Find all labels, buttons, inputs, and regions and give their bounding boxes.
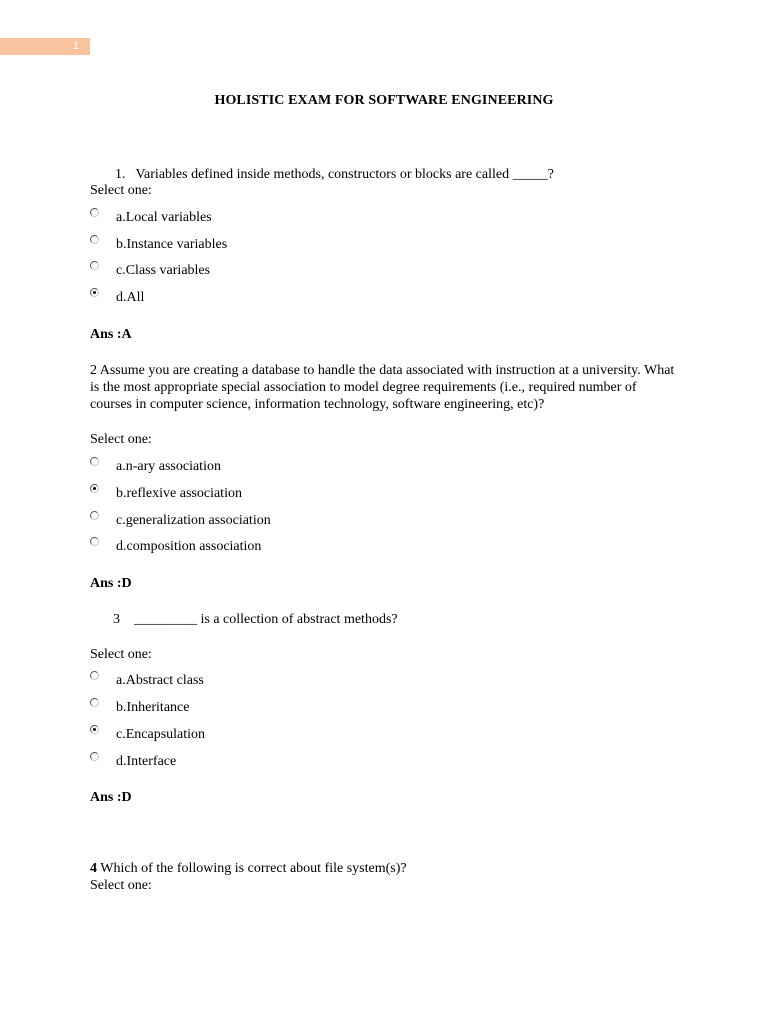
radio-button[interactable]	[90, 261, 99, 270]
select-one-label: Select one:	[90, 183, 152, 198]
radio-button-selected[interactable]	[90, 725, 99, 734]
select-one-label: Select one:	[90, 878, 152, 893]
answer-2: Ans :D	[90, 576, 132, 591]
radio-button[interactable]	[90, 457, 99, 466]
question-text: Which of the following is correct about file system(s)?	[100, 861, 407, 876]
page-number-badge: 1	[0, 38, 90, 55]
radio-button-selected[interactable]	[90, 288, 99, 297]
radio-button-selected[interactable]	[90, 484, 99, 493]
option-label: d.Interface	[116, 754, 177, 769]
option-label: b.reflexive association	[116, 486, 242, 501]
question-text: Assume you are creating a database to handle the data associated with instruction at a university. What is the most appropriate special association to model degree requirements (i.e., required number of courses in computer science, information technology, software engineering, etc)?	[90, 363, 675, 412]
radio-button[interactable]	[90, 208, 99, 217]
option-label: d.composition association	[116, 539, 262, 554]
answer-1: Ans :A	[90, 327, 132, 342]
radio-button[interactable]	[90, 698, 99, 707]
option-label: b.Instance variables	[116, 237, 228, 252]
option-label: d.All	[116, 290, 145, 305]
radio-button[interactable]	[90, 511, 99, 520]
option-label: a.n-ary association	[116, 459, 221, 474]
question-4	[90, 860, 680, 877]
select-one-label: Select one:	[90, 647, 152, 662]
question-text: _________ is a collection of abstract methods?	[134, 612, 398, 627]
question-number: 1.	[115, 167, 126, 182]
question-number: 2	[90, 363, 97, 378]
radio-button[interactable]	[90, 752, 99, 761]
question-2	[90, 362, 680, 413]
question-text: Variables defined inside methods, constructors or blocks are called _____?	[135, 167, 554, 182]
option-label: b.Inheritance	[116, 700, 190, 715]
radio-button[interactable]	[90, 671, 99, 680]
select-one-label: Select one:	[90, 432, 152, 447]
question-1	[115, 166, 705, 183]
radio-button[interactable]	[90, 537, 99, 546]
radio-button[interactable]	[90, 235, 99, 244]
option-label: c.Class variables	[116, 263, 211, 278]
question-3	[113, 611, 703, 628]
option-label: a.Abstract class	[116, 673, 204, 688]
answer-3: Ans :D	[90, 790, 132, 805]
option-label: a.Local variables	[116, 210, 212, 225]
option-label: c.Encapsulation	[116, 727, 206, 742]
question-number: 4	[90, 861, 97, 876]
option-label: c.generalization association	[116, 513, 271, 528]
question-number: 3	[113, 612, 120, 627]
exam-title: HOLISTIC EXAM FOR SOFTWARE ENGINEERING	[214, 93, 554, 108]
